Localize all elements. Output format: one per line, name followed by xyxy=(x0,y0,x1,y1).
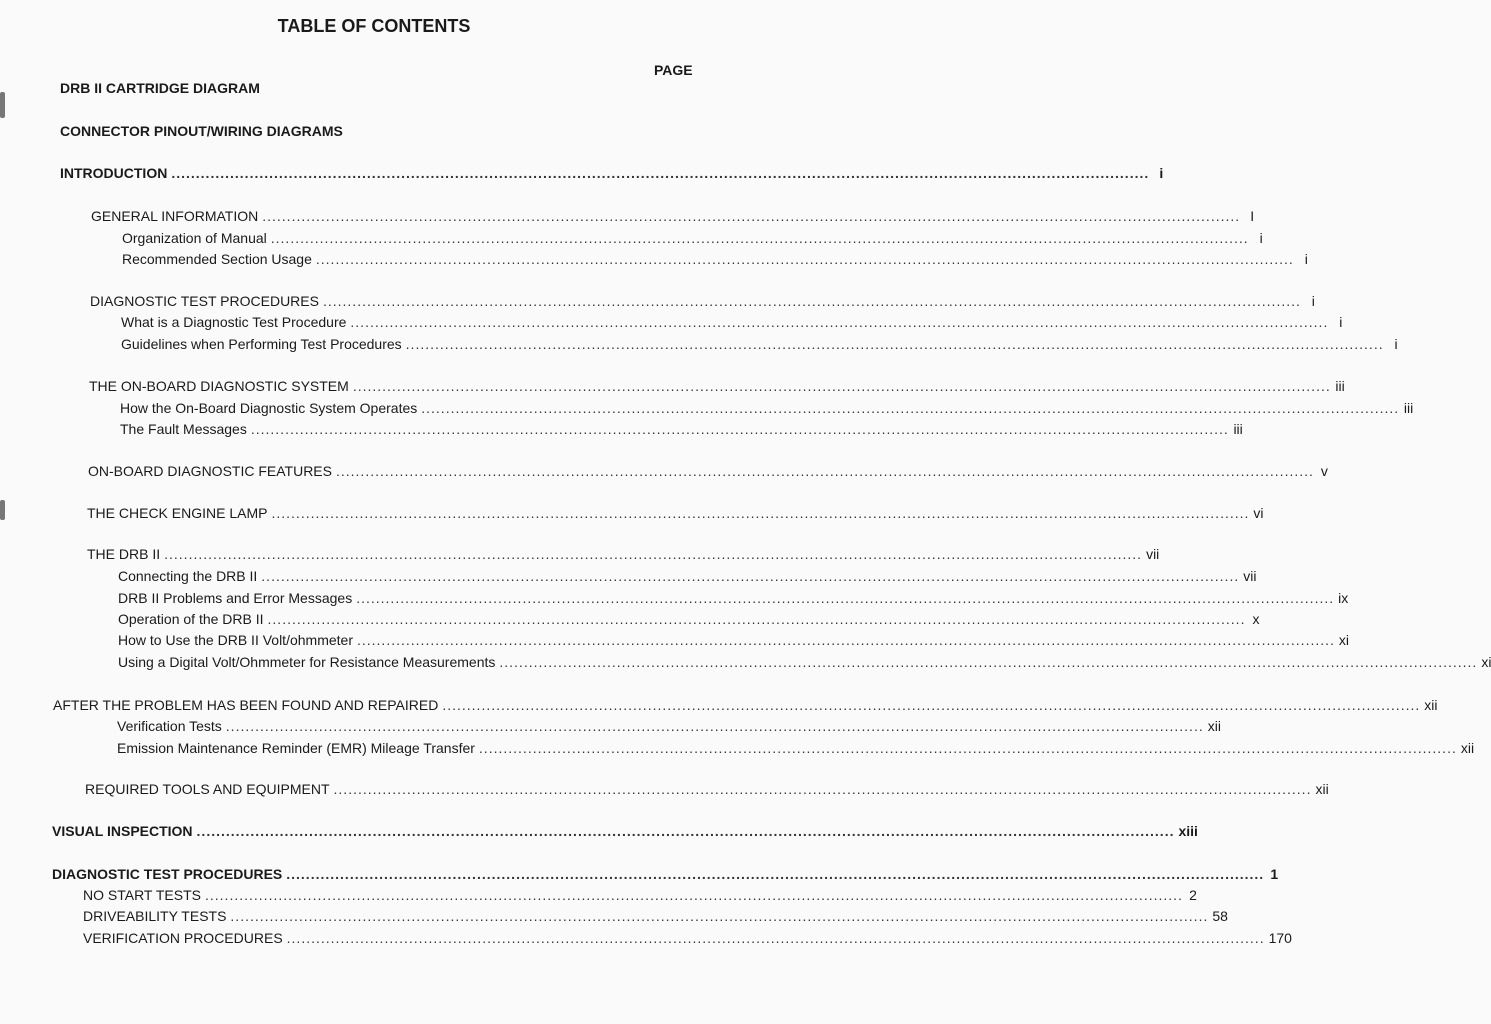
toc-leader: ........................................................................................................................................................................................................ xyxy=(270,230,1249,246)
toc-entry-page: vi xyxy=(1253,505,1264,521)
toc-entry-page: xi xyxy=(1481,654,1491,670)
toc-entry-page: i xyxy=(1259,230,1263,246)
toc-entry-page: i xyxy=(1159,165,1164,181)
toc-entry-page: iii xyxy=(1233,421,1243,437)
toc-leader: ........................................................................................................................................................................................................ xyxy=(250,421,1229,437)
toc-entry-page: xii xyxy=(1207,718,1221,734)
toc-entry-label: Organization of Manual xyxy=(122,230,267,246)
toc-entry-label: ON-BOARD DIAGNOSTIC FEATURES xyxy=(88,463,332,479)
toc-leader: ........................................................................................................................................................................................................ xyxy=(267,611,1246,627)
toc-entry-label: REQUIRED TOOLS AND EQUIPMENT xyxy=(85,781,330,797)
toc-entry-page: iii xyxy=(1403,400,1414,416)
page-title: TABLE OF CONTENTS xyxy=(277,16,471,36)
toc-entry-label: DRIVEABILITY TESTS xyxy=(83,908,227,924)
toc-leader: ........................................................................................................................................................................................................ xyxy=(171,165,1150,181)
toc-entry[interactable] xyxy=(88,461,1328,481)
toc-entry-page: ix xyxy=(1338,590,1349,606)
toc-entry-page: iii xyxy=(1335,378,1345,394)
toc-entry-page: v xyxy=(1320,463,1328,479)
toc-entry-page: 1 xyxy=(1270,866,1279,882)
toc-leader: ........................................................................................................................................................................................................ xyxy=(421,400,1400,416)
toc-entry-label: DRB II CARTRIDGE DIAGRAM xyxy=(60,80,260,96)
toc-entry-page: xi xyxy=(1338,632,1350,648)
toc-leader: ........................................................................................................................................................................................................ xyxy=(350,314,1329,330)
toc-entry-page: vii xyxy=(1146,546,1160,562)
toc-leader: ........................................................................................................................................................................................................ xyxy=(356,590,1335,606)
toc-entry[interactable] xyxy=(120,398,1414,418)
toc-entry[interactable] xyxy=(118,609,1260,629)
toc-entry[interactable] xyxy=(83,906,1228,926)
toc-entry-page: xiii xyxy=(1178,823,1198,839)
toc-leader: ........................................................................................................................................................................................................ xyxy=(356,632,1335,648)
toc-entry[interactable] xyxy=(60,121,690,141)
toc-entry-page: I xyxy=(1250,208,1255,224)
toc-entry-label: Connecting the DRB II xyxy=(118,568,258,584)
toc-entry-page: i xyxy=(1311,293,1315,309)
toc-leader: ........................................................................................................................................................................................................ xyxy=(405,336,1384,352)
toc-leader: ........................................................................................................................................................................................................ xyxy=(230,908,1209,924)
toc-leader: ........................................................................................................................................................................................................ xyxy=(478,740,1457,756)
toc-leader: ........................................................................................................................................................................................................ xyxy=(225,718,1204,734)
toc-entry-label: Emission Maintenance Reminder (EMR) Mileage Transfer xyxy=(117,740,475,756)
toc-entry[interactable] xyxy=(117,716,1221,736)
toc-entry-label: CONNECTOR PINOUT/WIRING DIAGRAMS xyxy=(60,123,343,139)
toc-leader: ........................................................................................................................................................................................................ xyxy=(333,781,1312,797)
toc-leader: ........................................................................................................................................................................................................ xyxy=(164,546,1143,562)
toc-leader: ........................................................................................................................................................................................................ xyxy=(352,378,1331,394)
toc-leader: ........................................................................................................................................................................................................ xyxy=(262,208,1241,224)
toc-entry-label: What is a Diagnostic Test Procedure xyxy=(121,314,347,330)
toc-entry-label: AFTER THE PROBLEM HAS BEEN FOUND AND REPAIRED xyxy=(53,697,439,713)
toc-entry-label: Operation of the DRB II xyxy=(118,611,264,627)
toc-entry-label: THE DRB II xyxy=(87,546,161,562)
toc-leader: ........................................................................................................................................................................................................ xyxy=(286,866,1265,882)
toc-entry[interactable] xyxy=(118,566,1257,586)
toc-leader: ........................................................................................................................................................................................................ xyxy=(196,823,1175,839)
toc-entry-label: Verification Tests xyxy=(117,718,222,734)
toc-leader: ........................................................................................................................................................................................................ xyxy=(286,930,1265,946)
toc-entry-label: How the On-Board Diagnostic System Operates xyxy=(120,400,418,416)
toc-leader: ........................................................................................................................................................................................................ xyxy=(315,251,1294,267)
toc-entry[interactable] xyxy=(121,312,1343,332)
toc-entry[interactable] xyxy=(120,419,1243,439)
toc-entry[interactable] xyxy=(91,206,1255,226)
toc-entry-label: How to Use the DRB II Volt/ohmmeter xyxy=(118,632,353,648)
toc-entry[interactable] xyxy=(52,821,1198,841)
toc-entry-page: xii xyxy=(1424,697,1438,713)
toc-entry[interactable] xyxy=(118,630,1350,650)
toc-entry-page: xii xyxy=(1460,740,1475,756)
toc-entry-page: x xyxy=(1252,611,1260,627)
toc-entry-label: Recommended Section Usage xyxy=(122,251,312,267)
toc-entry[interactable] xyxy=(87,544,1160,564)
toc-entry-page: 2 xyxy=(1189,887,1197,903)
toc-entry-label: VISUAL INSPECTION xyxy=(52,823,193,839)
toc-entry[interactable] xyxy=(121,334,1398,354)
toc-entry[interactable] xyxy=(122,228,1263,248)
toc-entry[interactable] xyxy=(122,249,1308,269)
toc-entry-label: INTRODUCTION xyxy=(60,165,168,181)
toc-leader: ........................................................................................................................................................................................................ xyxy=(335,463,1314,479)
toc-leader: ........................................................................................................................................................................................................ xyxy=(271,505,1250,521)
toc-entry-label: The Fault Messages xyxy=(120,421,247,437)
toc-entry-page: vii xyxy=(1243,568,1257,584)
toc-entry[interactable] xyxy=(87,503,1264,523)
toc-entry-page: 58 xyxy=(1212,908,1228,924)
toc-leader: ........................................................................................................................................................................................................ xyxy=(442,697,1421,713)
toc-entry[interactable] xyxy=(52,864,1279,884)
toc-entry-label: DIAGNOSTIC TEST PROCEDURES xyxy=(90,293,319,309)
toc-entry-label: DIAGNOSTIC TEST PROCEDURES xyxy=(52,866,283,882)
binding-mark-middle xyxy=(0,500,5,520)
toc-entry-label: Guidelines when Performing Test Procedures xyxy=(121,336,402,352)
toc-entry[interactable] xyxy=(85,779,1329,799)
toc-entry-page: i xyxy=(1304,251,1308,267)
toc-entry-label: VERIFICATION PROCEDURES xyxy=(83,930,283,946)
toc-entry-page: 170 xyxy=(1268,930,1292,946)
toc-entry[interactable] xyxy=(83,928,1292,948)
toc-entry-label: Using a Digital Volt/Ohmmeter for Resistance Measurements xyxy=(118,654,496,670)
toc-entry-label: THE CHECK ENGINE LAMP xyxy=(87,505,268,521)
page-column-header: PAGE xyxy=(654,62,693,78)
toc-entry[interactable] xyxy=(83,885,1197,905)
toc-leader: ........................................................................................................................................................................................................ xyxy=(322,293,1301,309)
toc-entry-label: GENERAL INFORMATION xyxy=(91,208,259,224)
toc-entry-label: THE ON-BOARD DIAGNOSTIC SYSTEM xyxy=(89,378,349,394)
toc-entry-label: NO START TESTS xyxy=(83,887,201,903)
toc-leader: ........................................................................................................................................................................................................ xyxy=(205,887,1183,903)
toc-entry[interactable] xyxy=(117,738,1475,758)
toc-entry[interactable] xyxy=(118,652,1491,672)
toc-entry-page: xii xyxy=(1315,781,1329,797)
toc-entry[interactable] xyxy=(89,376,1345,396)
toc-entry[interactable] xyxy=(118,588,1349,608)
binding-mark-top xyxy=(0,92,5,118)
toc-leader: ........................................................................................................................................................................................................ xyxy=(499,654,1478,670)
toc-entry[interactable] xyxy=(53,695,1438,715)
toc-entry-page: i xyxy=(1394,336,1398,352)
toc-entry[interactable] xyxy=(60,163,1164,183)
toc-entry-label: DRB II Problems and Error Messages xyxy=(118,590,353,606)
toc-leader: ........................................................................................................................................................................................................ xyxy=(261,568,1240,584)
toc-entry-page: i xyxy=(1339,314,1343,330)
toc-entry[interactable] xyxy=(60,78,690,98)
toc-entry[interactable] xyxy=(90,291,1315,311)
